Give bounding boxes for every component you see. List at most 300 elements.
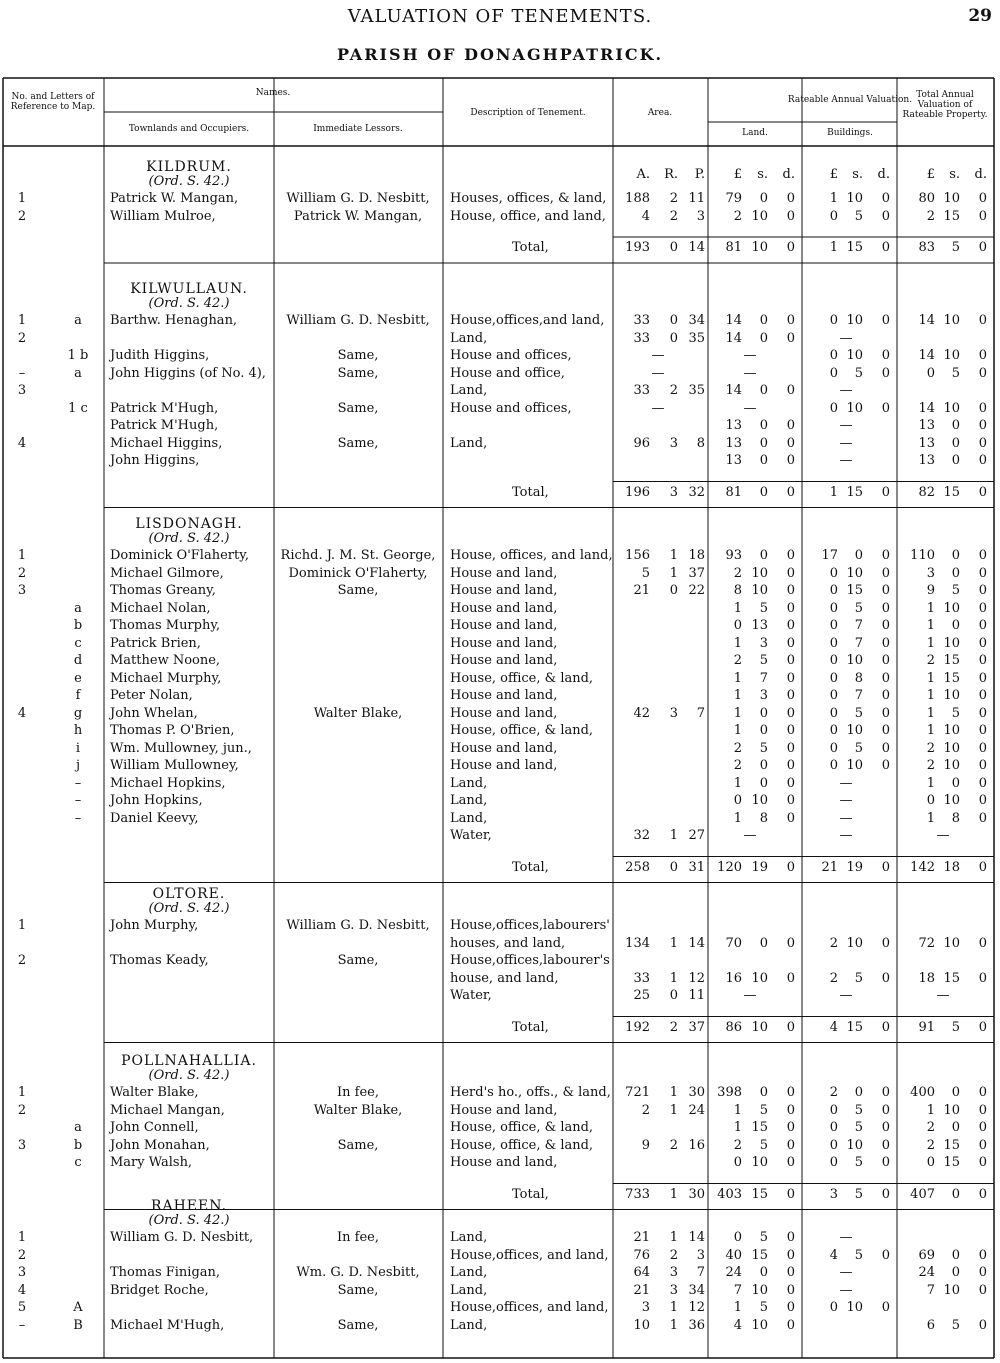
row-ref-letter: b: [73, 1137, 83, 1153]
area-value: 258: [625, 859, 650, 875]
tenement-description: Land,: [450, 1265, 488, 1280]
row-ref-letter: –: [74, 775, 82, 791]
bldg-value: 0: [829, 1155, 838, 1170]
bldg-dash: —: [839, 330, 853, 346]
bldg-value: 0: [854, 548, 863, 563]
area-value: 1: [669, 935, 678, 951]
land-value: 0: [786, 635, 795, 651]
land-value: 13: [725, 453, 742, 468]
row-ref-number: 4: [17, 1282, 27, 1298]
land-value: 0: [786, 793, 795, 808]
land-value: 3: [759, 688, 768, 703]
area-value: 134: [625, 935, 650, 951]
row-ref-number: 4: [17, 705, 27, 721]
land-dash: —: [743, 988, 757, 1003]
row-ref-letter: a: [74, 1120, 82, 1135]
land-value: 0: [733, 1230, 742, 1245]
bldg-value: 0: [881, 723, 890, 738]
area-value: 7: [696, 1265, 705, 1280]
tot-value: 1: [926, 1102, 935, 1118]
tot-value: 0: [951, 453, 960, 468]
tot-value: 3: [926, 565, 935, 581]
row-ref-number: 2: [17, 565, 27, 581]
bldg-value: 0: [881, 348, 890, 363]
row-ref-letter: A: [73, 1300, 83, 1315]
occupier-name: John Whelan,: [110, 705, 198, 721]
area-value: 3: [696, 1247, 705, 1263]
tot-value: 2: [926, 208, 935, 224]
bldg-value: 0: [881, 484, 890, 500]
land-value: 0: [759, 758, 768, 773]
land-value: 0: [786, 600, 795, 616]
area-value: 4: [641, 208, 650, 224]
bldg-value: 0: [881, 1085, 890, 1100]
land-value: 10: [751, 583, 768, 598]
area-value: 3: [669, 484, 678, 500]
bldg-value: 5: [854, 1120, 863, 1135]
row-ref-letter: g: [73, 705, 83, 721]
tot-dash: —: [936, 828, 950, 843]
land-value: 0: [759, 453, 768, 468]
bldg-value: 5: [854, 1186, 863, 1202]
tot-value: 400: [910, 1085, 935, 1100]
tenement-description: House and land,: [450, 583, 558, 598]
bldg-value: 0: [881, 565, 890, 581]
townland-name: LISDONAGH.: [135, 516, 243, 532]
bldg-value: 5: [854, 970, 863, 986]
land-value: 0: [786, 1186, 795, 1202]
bldg-value: 0: [881, 935, 890, 951]
tot-value: 1: [926, 670, 935, 686]
lessor-name: Same,: [337, 365, 379, 381]
total-label: Total,: [512, 1186, 549, 1202]
bldg-value: 5: [854, 1247, 863, 1263]
bldg-value: 5: [854, 208, 863, 224]
tot-value: 0: [978, 1155, 987, 1170]
tot-value: 1: [926, 600, 935, 616]
lessor-name: Dominick O'Flaherty,: [288, 565, 428, 581]
bldg-value: 0: [829, 583, 838, 598]
area-value: 10: [633, 1317, 650, 1333]
tot-value: 24: [918, 1265, 935, 1280]
tot-value: 0: [978, 484, 987, 500]
area-value: 11: [688, 988, 705, 1003]
land-value: 5: [759, 1300, 768, 1315]
area-value: 0: [669, 583, 678, 598]
area-value: 196: [625, 484, 650, 500]
land-value: 2: [733, 1137, 742, 1153]
land-value: 0: [786, 1155, 795, 1170]
area-value: 188: [625, 191, 650, 206]
land-value: 0: [786, 208, 795, 224]
tot-value: 0: [978, 208, 987, 224]
area-value: 8: [696, 435, 705, 451]
tenement-description: Land,: [450, 793, 488, 808]
tot-value: 0: [978, 1186, 987, 1202]
bldg-value: 0: [881, 1155, 890, 1170]
area-value: 16: [688, 1137, 705, 1153]
area-value: 1: [669, 1300, 678, 1315]
bldg-value: 10: [846, 723, 863, 738]
townland-name: POLLNAHALLIA.: [121, 1053, 257, 1069]
area-value: 37: [688, 565, 705, 581]
tot-value: 0: [951, 1186, 960, 1202]
bldg-value: 0: [881, 670, 890, 686]
occupier-name: John Monahan,: [110, 1137, 210, 1153]
area-value: 156: [625, 548, 650, 563]
land-value: 0: [786, 313, 795, 328]
area-value: 64: [633, 1265, 650, 1280]
bldg-value: 0: [829, 618, 838, 633]
tenement-description: House, offices, and land,: [450, 548, 613, 563]
land-value: 0: [759, 330, 768, 346]
area-value: 30: [688, 1186, 705, 1202]
area-value: 193: [625, 240, 650, 255]
row-ref-number: 1: [17, 191, 27, 206]
bldg-value: 7: [854, 688, 863, 703]
bldg-value: 15: [846, 484, 863, 500]
land-value: 0: [786, 1300, 795, 1315]
row-ref-letter: a: [74, 313, 82, 328]
area-value: 1: [669, 548, 678, 563]
land-value: 5: [759, 653, 768, 668]
bldg-value: 1: [829, 191, 838, 206]
tot-value: 13: [918, 435, 935, 451]
bldg-value: 0: [829, 635, 838, 651]
occupier-name: Michael Mangan,: [110, 1102, 225, 1118]
bldg-value: 0: [881, 1300, 890, 1315]
col-header-area: Area.: [647, 108, 673, 118]
tot-value: 14: [918, 400, 935, 416]
bldg-value: 0: [829, 1102, 838, 1118]
row-ref-number: 1: [17, 918, 27, 933]
tot-value: 142: [910, 859, 935, 875]
unit-label: s.: [757, 167, 768, 182]
land-value: 15: [751, 1186, 768, 1202]
land-value: 0: [786, 1265, 795, 1280]
bldg-value: 0: [829, 565, 838, 581]
unit-label: £: [926, 167, 935, 182]
bldg-value: 2: [829, 970, 838, 986]
row-ref-number: 3: [17, 583, 27, 598]
tot-value: 5: [951, 365, 960, 381]
row-ref-letter: –: [74, 810, 82, 826]
land-value: 0: [759, 383, 768, 398]
row-ref-number: 3: [17, 1265, 27, 1280]
occupier-name: Dominick O'Flaherty,: [110, 548, 249, 563]
occupier-name: Patrick M'Hugh,: [110, 418, 219, 433]
bldg-value: 0: [829, 208, 838, 224]
row-ref-letter: a: [74, 365, 82, 381]
tenement-description: House and offices,: [450, 348, 572, 363]
tot-value: 0: [951, 1247, 960, 1263]
area-value: 12: [688, 970, 705, 986]
lessor-name: In fee,: [337, 1085, 379, 1100]
unit-label: £: [733, 167, 742, 182]
land-value: 0: [733, 1155, 742, 1170]
area-value: 32: [688, 484, 705, 500]
row-ref-letter: c: [74, 635, 82, 651]
tenement-description: Land,: [450, 810, 488, 826]
land-value: 7: [759, 670, 768, 686]
row-ref-letter: h: [73, 723, 83, 738]
occupier-name: Patrick W. Mangan,: [110, 191, 239, 206]
bldg-value: 0: [881, 1120, 890, 1135]
land-value: 1: [733, 1102, 742, 1118]
tot-value: 0: [951, 1120, 960, 1135]
area-dash: —: [651, 400, 665, 416]
bldg-value: 17: [821, 548, 838, 563]
bldg-value: 0: [854, 1085, 863, 1100]
land-value: 5: [759, 740, 768, 756]
area-value: 33: [633, 330, 650, 346]
bldg-value: 8: [854, 670, 863, 686]
tot-value: 0: [926, 1155, 935, 1170]
occupier-name: Walter Blake,: [110, 1085, 199, 1100]
tot-value: 0: [951, 1265, 960, 1280]
bldg-value: 0: [881, 705, 890, 721]
area-value: 2: [669, 1247, 678, 1263]
land-value: 403: [717, 1186, 742, 1202]
land-value: 5: [759, 1102, 768, 1118]
occupier-name: Thomas P. O'Brien,: [110, 723, 235, 738]
land-value: 1: [733, 600, 742, 616]
land-value: 2: [733, 208, 742, 224]
unit-label: P.: [694, 167, 705, 182]
bldg-value: 0: [829, 740, 838, 756]
area-value: 33: [633, 383, 650, 398]
area-value: 7: [696, 705, 705, 721]
tot-value: 80: [918, 191, 935, 206]
land-value: 0: [786, 670, 795, 686]
area-value: 1: [669, 1102, 678, 1118]
occupier-name: Judith Higgins,: [110, 348, 210, 363]
area-value: 32: [633, 828, 650, 843]
area-value: 14: [688, 935, 705, 951]
tenement-description: House, office, and land,: [450, 208, 606, 224]
tot-value: 0: [978, 240, 987, 255]
area-value: 1: [669, 1186, 678, 1202]
col-header-ref: No. and Letters of Reference to Map.: [10, 92, 96, 112]
col-header-occupiers: Townlands and Occupiers.: [128, 124, 250, 134]
tenement-description: House and land,: [450, 740, 558, 756]
land-dash: —: [743, 828, 757, 843]
lessor-name: Same,: [337, 435, 379, 451]
bldg-value: 7: [854, 635, 863, 651]
area-value: 1: [669, 1085, 678, 1100]
bldg-value: 10: [846, 1300, 863, 1315]
area-value: 2: [669, 1019, 678, 1035]
land-value: 0: [786, 705, 795, 721]
area-value: 42: [633, 705, 650, 721]
tenement-description: Land,: [450, 383, 488, 398]
tenement-description: House and land,: [450, 653, 558, 668]
bldg-value: 2: [829, 1085, 838, 1100]
land-value: 0: [733, 793, 742, 808]
area-value: 1: [669, 1317, 678, 1333]
occupier-name: Peter Nolan,: [110, 688, 193, 703]
tot-value: 1: [926, 775, 935, 791]
land-value: 0: [786, 1085, 795, 1100]
tenement-description: Water,: [450, 988, 492, 1003]
tot-value: 0: [978, 583, 987, 598]
bldg-value: 5: [854, 600, 863, 616]
tenement-description: Water,: [450, 828, 492, 843]
area-value: 34: [688, 1282, 705, 1298]
land-value: 0: [759, 484, 768, 500]
lessor-name: Same,: [337, 953, 379, 968]
land-value: 1: [733, 775, 742, 791]
unit-label: s.: [852, 167, 863, 182]
row-ref-number: –: [18, 365, 26, 381]
lessor-name: Same,: [337, 1317, 379, 1333]
tot-value: 0: [978, 1120, 987, 1135]
tot-value: 8: [951, 810, 960, 826]
land-value: 93: [725, 548, 742, 563]
land-dash: —: [743, 348, 757, 363]
area-value: 33: [633, 313, 650, 328]
land-value: 86: [725, 1019, 742, 1035]
land-value: 0: [786, 330, 795, 346]
occupier-name: William Mullowney,: [110, 758, 239, 773]
area-value: 2: [669, 208, 678, 224]
land-value: 1: [733, 1300, 742, 1315]
tot-value: 407: [910, 1186, 935, 1202]
land-value: 0: [759, 191, 768, 206]
tot-value: 10: [943, 935, 960, 951]
total-label: Total,: [512, 1019, 549, 1035]
tenement-description: House and land,: [450, 1102, 558, 1118]
occupier-name: Thomas Greany,: [110, 583, 216, 598]
tot-value: 0: [978, 600, 987, 616]
area-value: 0: [669, 988, 678, 1003]
tenement-description: Houses, offices, & land,: [450, 191, 607, 206]
row-ref-number: 2: [17, 330, 27, 346]
occupier-name: Michael Nolan,: [110, 600, 211, 616]
unit-label: £: [829, 167, 838, 182]
land-value: 0: [786, 1019, 795, 1035]
occupier-name: William Mulroe,: [110, 208, 216, 224]
tot-value: 0: [951, 775, 960, 791]
lessor-name: Wm. G. D. Nesbitt,: [296, 1265, 420, 1280]
total-label: Total,: [512, 859, 549, 875]
tot-value: 0: [978, 653, 987, 668]
occupier-name: John Higgins,: [110, 453, 200, 468]
row-ref-number: 4: [17, 435, 27, 451]
col-header-land: Land.: [742, 128, 768, 138]
area-value: 733: [625, 1186, 650, 1202]
bldg-value: 10: [846, 313, 863, 328]
occupier-name: Barthw. Henaghan,: [110, 313, 238, 328]
unit-label: s.: [949, 167, 960, 182]
occupier-name: Patrick Brien,: [110, 635, 201, 651]
tot-value: 0: [926, 793, 935, 808]
land-value: 0: [786, 935, 795, 951]
land-value: 0: [786, 723, 795, 738]
bldg-value: 3: [829, 1186, 838, 1202]
bldg-dash: —: [839, 988, 853, 1003]
area-dash: —: [651, 365, 665, 381]
area-value: 22: [688, 583, 705, 598]
unit-label: d.: [974, 167, 987, 182]
row-ref-letter: 1 c: [68, 400, 88, 416]
land-value: 0: [786, 1120, 795, 1135]
bldg-value: 0: [829, 1137, 838, 1153]
land-value: 0: [786, 859, 795, 875]
land-value: 4: [733, 1317, 742, 1333]
land-value: 13: [751, 618, 768, 633]
area-value: 3: [641, 1300, 650, 1315]
ordnance-sheet: (Ord. S. 42.): [148, 1068, 230, 1083]
area-value: 0: [669, 859, 678, 875]
tenement-description: Land,: [450, 1230, 488, 1245]
lessor-name: William G. D. Nesbitt,: [286, 191, 430, 206]
tenement-description: houses, and land,: [450, 935, 566, 951]
land-value: 15: [751, 1247, 768, 1263]
tenement-description: House, office, & land,: [450, 670, 594, 686]
tenement-description: House,offices, and land,: [450, 1247, 609, 1263]
land-value: 8: [733, 583, 742, 598]
area-value: 96: [633, 435, 650, 451]
bldg-value: 0: [881, 618, 890, 633]
area-value: 0: [669, 330, 678, 346]
occupier-name: Daniel Keevy,: [110, 810, 199, 826]
townland-name: OLTORE.: [152, 886, 226, 902]
tot-value: 5: [951, 1317, 960, 1333]
tot-value: 15: [943, 1155, 960, 1170]
tot-value: 0: [978, 1317, 987, 1333]
tot-value: 0: [978, 775, 987, 791]
bldg-value: 5: [854, 1102, 863, 1118]
area-value: 12: [688, 1300, 705, 1315]
tot-value: 82: [918, 484, 935, 500]
area-value: 0: [669, 240, 678, 255]
tenement-description: House and land,: [450, 618, 558, 633]
tot-value: 2: [926, 1120, 935, 1135]
land-value: 10: [751, 1317, 768, 1333]
land-value: 0: [786, 383, 795, 398]
land-value: 0: [759, 418, 768, 433]
townland-name: RAHEEN.: [150, 1198, 228, 1214]
tot-value: 1: [926, 688, 935, 703]
row-ref-letter: 1 b: [67, 348, 89, 363]
tot-value: 10: [943, 313, 960, 328]
land-value: 5: [759, 1137, 768, 1153]
tenement-description: House and offices,: [450, 400, 572, 416]
bldg-value: 0: [881, 1137, 890, 1153]
area-value: 2: [669, 383, 678, 398]
land-value: 0: [786, 484, 795, 500]
bldg-value: 0: [881, 758, 890, 773]
tot-value: 15: [943, 970, 960, 986]
row-ref-letter: i: [75, 740, 81, 756]
bldg-value: 15: [846, 583, 863, 598]
tenement-description: house, and land,: [450, 970, 559, 986]
bldg-value: 10: [846, 400, 863, 416]
land-value: 14: [725, 383, 742, 398]
tot-value: 10: [943, 348, 960, 363]
tenement-description: House and land,: [450, 635, 558, 651]
land-value: 2: [733, 758, 742, 773]
land-value: 0: [759, 313, 768, 328]
land-value: 1: [733, 688, 742, 703]
tot-value: 0: [978, 418, 987, 433]
ordnance-sheet: (Ord. S. 42.): [148, 1213, 230, 1228]
tot-value: 1: [926, 618, 935, 633]
land-value: 2: [733, 565, 742, 581]
tot-value: 0: [978, 618, 987, 633]
tot-value: 0: [978, 1137, 987, 1153]
